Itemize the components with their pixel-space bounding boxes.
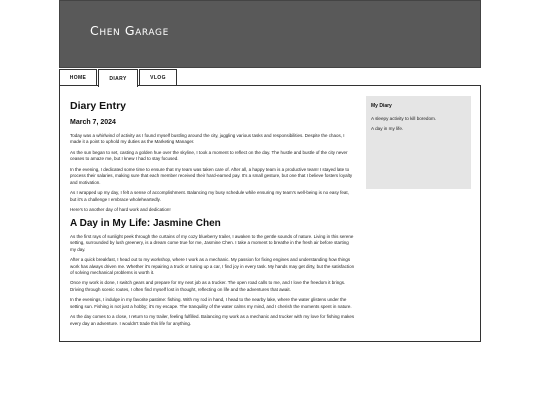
sidebar-link[interactable]: A day in my life. bbox=[371, 126, 404, 131]
paragraph: Today was a whirlwind of activity as I found myself bustling around the city, juggling various tasks and responsibilities. Despite the chaos, I made it a point to uphold my duties as the Marketing Manager. bbox=[70, 133, 345, 145]
tab-diary[interactable]: DIARY bbox=[98, 69, 138, 87]
paragraph: As the sun began to set, casting a golden hue over the skyline, I took a moment to reflect on the day. The hustle and bustle of the city never ceases to amaze me, but I knew I had to stay focused. bbox=[70, 149, 348, 162]
content-area bbox=[59, 85, 481, 342]
paragraph: Once my work is done, I switch gears and prepare for my next job as a trucker. The open road calls to me, and I love the freedom it brings. Driving through scenic routes, I often find myself lost in thought, reflecting on life and the adventures that await. bbox=[70, 280, 346, 292]
paragraph: As the day comes to a close, I return to my trailer, feeling fulfilled. Balancing my work as a mechanic and trucker with my love for fishing makes every day an adventure. I wouldn't trade this life for anything. bbox=[70, 314, 355, 326]
site-header bbox=[59, 0, 481, 68]
paragraph: Here's to another day of hard work and dedication! bbox=[70, 207, 171, 213]
site-title: Chen Garage bbox=[90, 23, 169, 38]
paragraph: As I wrapped up my day, I felt a sense of accomplishment. Balancing my busy schedule while ensuring my team's well-being is no easy feat, but it's a challenge I embrace wholeheartedly. bbox=[70, 190, 349, 202]
tab-home[interactable]: HOME bbox=[59, 69, 97, 86]
paragraph: After a quick breakfast, I head out to my workshop, where I work as a mechanic. My passion for fixing engines and understanding how things work has always driven me. Whether it's repairing a truck or tuning up a car, I find joy in every task. My hands may get dirty, but the satisfaction of solving mechanical problems is worth it. bbox=[70, 257, 355, 275]
main-column bbox=[70, 100, 356, 331]
paragraph: As the first rays of sunlight peek through the curtains of my cozy blueberry trailer, I awaken to the gentle sounds of nature. Living in this serene setting, surrounded by lush greenery, is a dream come true for me, Jasmine Chen. I take a moment to breathe in the fresh air before starting my day. bbox=[70, 233, 354, 252]
page-title: Diary Entry bbox=[70, 100, 127, 112]
page-frame bbox=[59, 0, 481, 344]
sidebar-link[interactable]: A sleepy activity to kill boredom. bbox=[371, 116, 437, 121]
entry-date: March 7, 2024 bbox=[70, 119, 116, 126]
paragraph: In the evening, I dedicated some time to ensure that my team was taken care of. After all, a happy team is a productive team! I stayed late to process their salaries, making sure that each member received their hard-earned pay. It's a small gesture, but one that I believe fosters loyalty and motivation. bbox=[70, 166, 353, 185]
tab-vlog[interactable]: VLOG bbox=[139, 69, 177, 86]
nav-tabs bbox=[59, 69, 481, 86]
section-title: A Day in My Life: Jasmine Chen bbox=[70, 217, 221, 229]
sidebar bbox=[366, 96, 471, 189]
paragraph: In the evenings, I indulge in my favorite pastime: fishing. With my rod in hand, I head to the nearby lake, where the water glistens under the setting sun. Fishing is not just a hobby; it's my escape. The tranquility of the water calms my mind, and I cherish the moments spent in nature. bbox=[70, 297, 352, 309]
sidebar-title: My Diary bbox=[371, 103, 392, 109]
